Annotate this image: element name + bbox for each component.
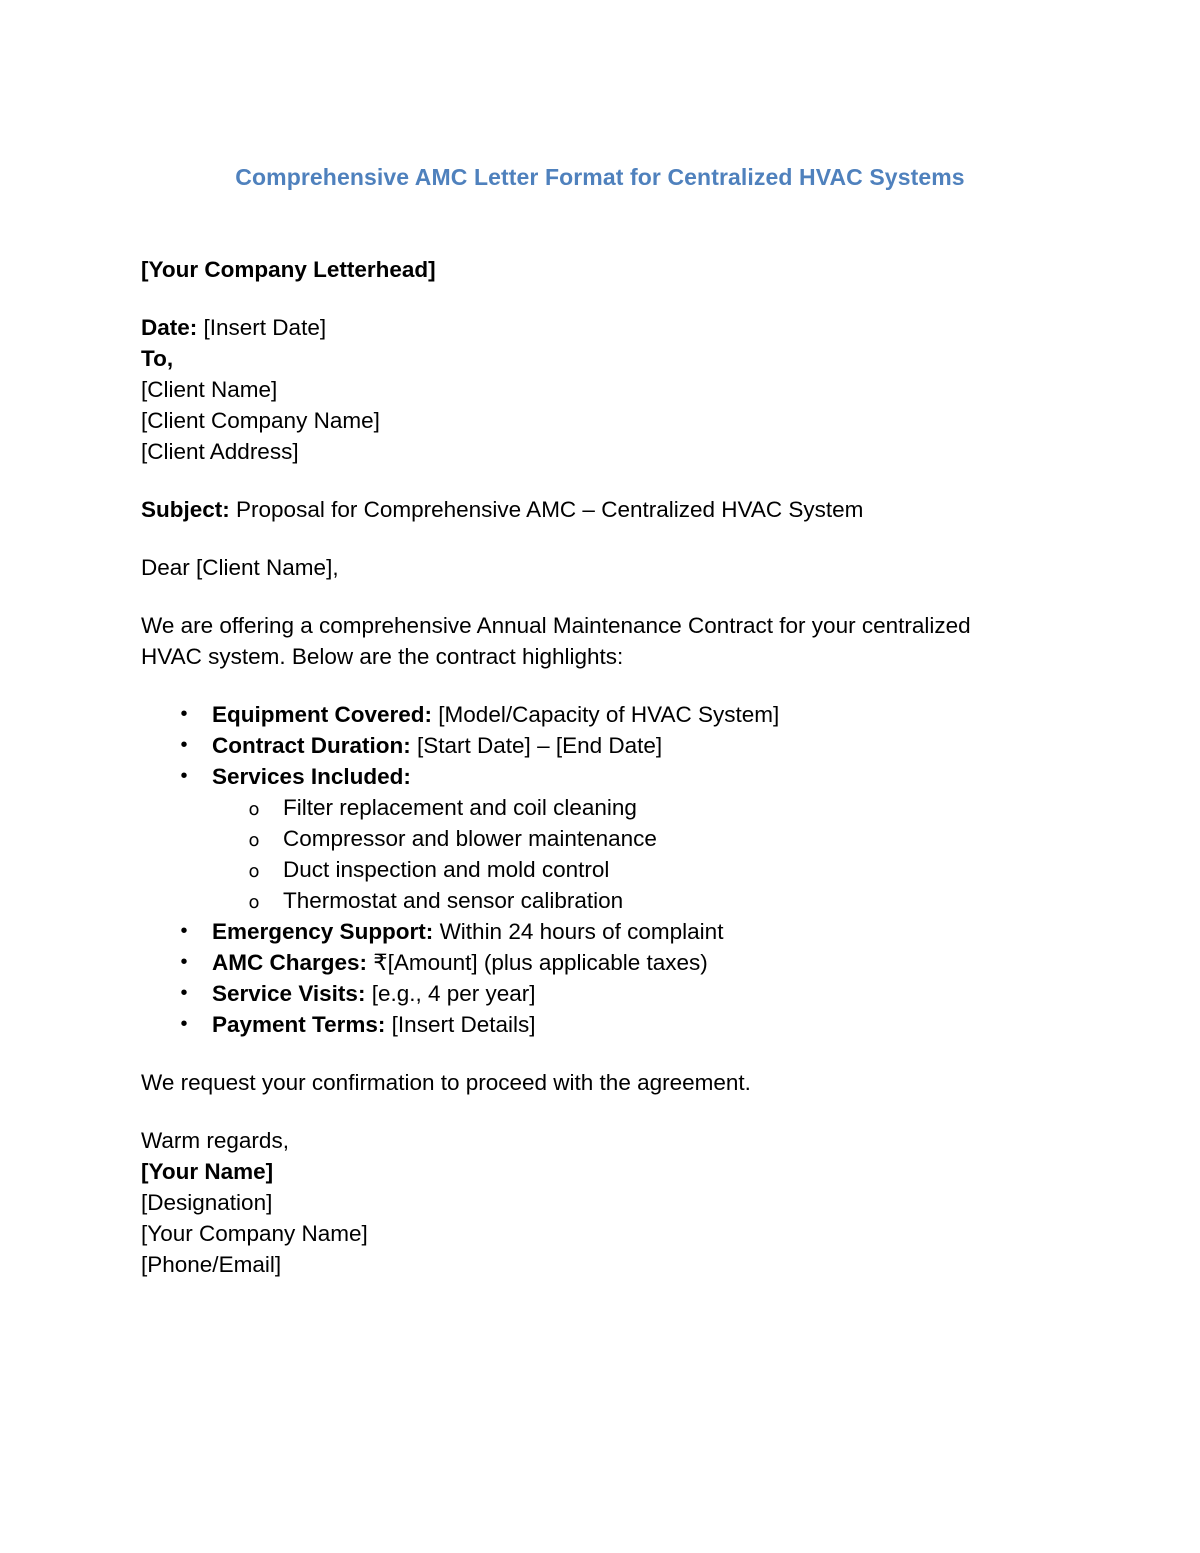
intro-line-2: HVAC system. Below are the contract highlights: [141, 644, 624, 669]
highlights-list-continued [141, 916, 1041, 1040]
list-item-equipment [141, 699, 1041, 730]
bullet-icon: • [180, 734, 188, 756]
service-item [141, 792, 1041, 823]
list-item-charges [141, 947, 1041, 978]
date-value: [Insert Date] [203, 315, 327, 340]
service-item-text: Compressor and blower maintenance [283, 826, 657, 851]
services-label: Services Included: [212, 764, 411, 789]
client-name: [Client Name] [141, 377, 278, 402]
bullet-icon: • [180, 765, 188, 787]
service-item-text: Duct inspection and mold control [283, 857, 610, 882]
visits-value: [e.g., 4 per year] [371, 981, 536, 1006]
service-item [141, 823, 1041, 854]
list-item-emergency [141, 916, 1041, 947]
list-item-payment [141, 1009, 1041, 1040]
client-company: [Client Company Name] [141, 408, 380, 433]
salutation: Dear [Client Name], [141, 555, 339, 580]
highlights-list [141, 699, 1041, 792]
sub-bullet-icon: o [248, 799, 260, 820]
payment-label: Payment Terms: [212, 1012, 386, 1037]
subject-value: Proposal for Comprehensive AMC – Centralized HVAC System [236, 497, 864, 522]
sub-bullet-icon: o [248, 892, 260, 913]
payment-value: [Insert Details] [391, 1012, 536, 1037]
service-item [141, 885, 1041, 916]
subject-line [141, 494, 1041, 525]
client-address: [Client Address] [141, 439, 299, 464]
equipment-label: Equipment Covered: [212, 702, 433, 727]
emergency-value: Within 24 hours of complaint [439, 919, 724, 944]
equipment-value: [Model/Capacity of HVAC System] [438, 702, 780, 727]
regards: Warm regards, [141, 1128, 289, 1153]
list-item-services [141, 761, 1041, 792]
bullet-icon: • [180, 982, 188, 1004]
letterhead-placeholder: [Your Company Letterhead] [141, 257, 436, 282]
date-line [141, 312, 1041, 343]
list-item-visits [141, 978, 1041, 1009]
services-sublist [141, 792, 1041, 916]
duration-label: Contract Duration: [212, 733, 411, 758]
sender-contact: [Phone/Email] [141, 1252, 282, 1277]
sub-bullet-icon: o [248, 861, 260, 882]
emergency-label: Emergency Support: [212, 919, 434, 944]
closing-request: We request your confirmation to proceed with the agreement. [141, 1070, 751, 1095]
service-item [141, 854, 1041, 885]
subject-label: Subject: [141, 497, 230, 522]
intro-line-1: We are offering a comprehensive Annual Maintenance Contract for your centralized [141, 613, 971, 638]
charges-label: AMC Charges: [212, 950, 368, 975]
service-item-text: Filter replacement and coil cleaning [283, 795, 637, 820]
sub-bullet-icon: o [248, 830, 260, 851]
service-item-text: Thermostat and sensor calibration [283, 888, 624, 913]
document-title: Comprehensive AMC Letter Format for Centralized HVAC Systems [235, 164, 965, 190]
charges-value: ₹[Amount] (plus applicable taxes) [373, 950, 708, 975]
visits-label: Service Visits: [212, 981, 366, 1006]
sender-company: [Your Company Name] [141, 1221, 368, 1246]
bullet-icon: • [180, 951, 188, 973]
intro-paragraph [141, 610, 1041, 672]
date-label: Date: [141, 315, 198, 340]
bullet-icon: • [180, 920, 188, 942]
bullet-icon: • [180, 1013, 188, 1035]
sender-name: [Your Name] [141, 1159, 274, 1184]
to-label: To, [141, 346, 174, 371]
letter-body [141, 254, 1041, 1280]
duration-value: [Start Date] – [End Date] [417, 733, 663, 758]
list-item-duration [141, 730, 1041, 761]
sender-designation: [Designation] [141, 1190, 273, 1215]
bullet-icon: • [180, 703, 188, 725]
